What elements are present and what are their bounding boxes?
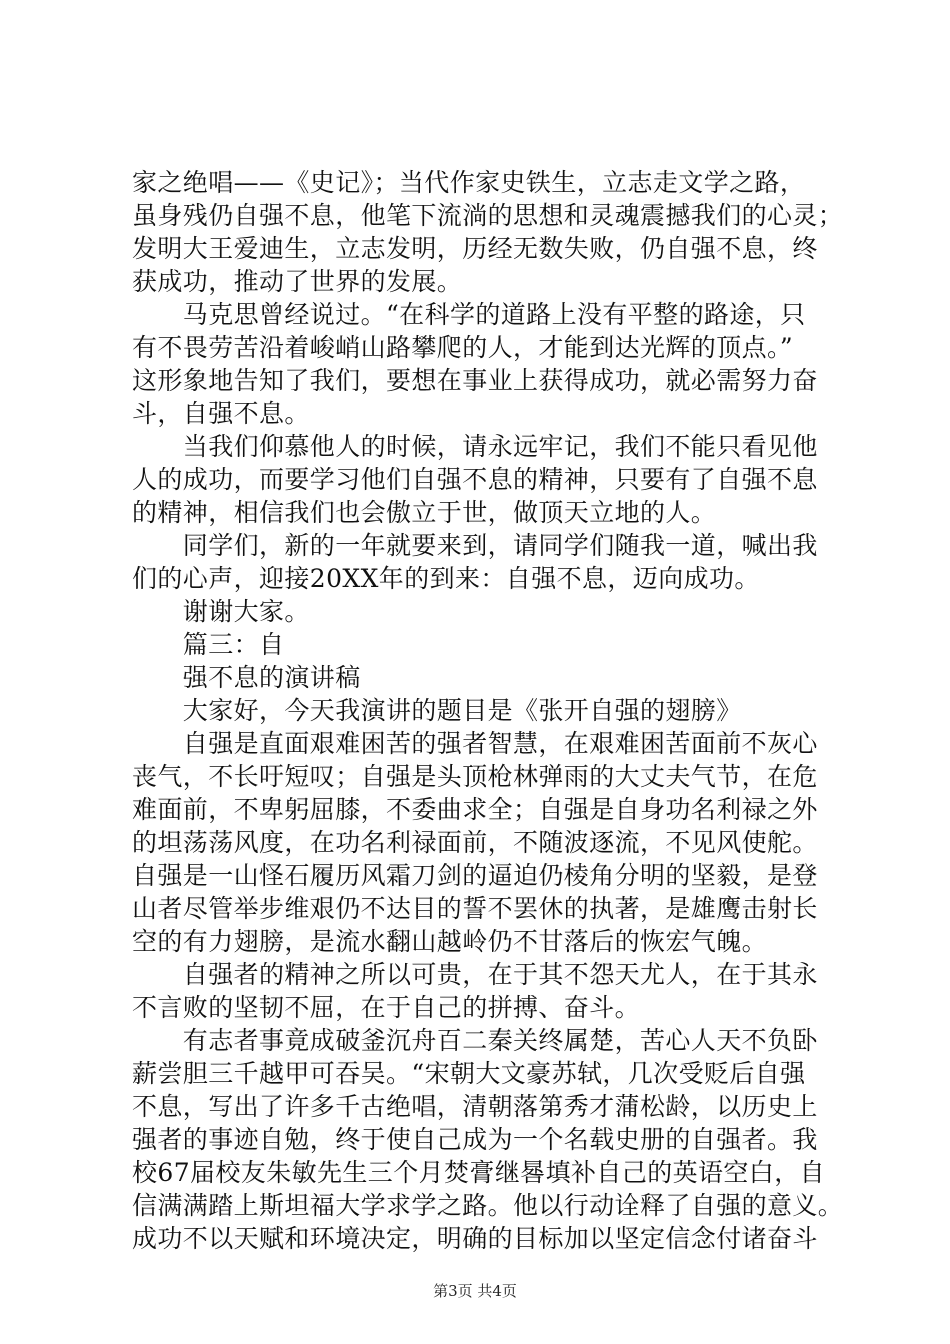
text-line: 谢谢大家。	[132, 597, 310, 626]
text-line: 自强是一山怪石履历风霜刀剑的逼迫仍棱角分明的坚毅，是登	[132, 861, 818, 890]
text-line: 不言败的坚韧不屈，在于自己的拼搏、奋斗。	[132, 993, 641, 1022]
text-line: 马克思曾经说过。“在科学的道路上没有平整的路途，只	[132, 300, 806, 329]
text-line: 大家好，今天我演讲的题目是《张开自强的翅膀》	[132, 696, 742, 725]
text-line: 丧气，不长吁短叹；自强是头顶枪林弹雨的大丈夫气节，在危	[132, 762, 818, 791]
page-number: 第3页 共4页	[433, 1282, 517, 1300]
document-body	[132, 166, 844, 1255]
text-line: 斗，自强不息。	[132, 399, 310, 428]
text-line: 难面前，不卑躬屈膝，不委曲求全；自强是自身功名利禄之外	[132, 795, 818, 824]
text-line: 家之绝唱——《史记》；当代作家史铁生，立志走文学之路，	[132, 168, 806, 197]
text-line: 有不畏劳苦沿着峻峭山路攀爬的人，才能到达光辉的顶点。”	[132, 333, 794, 362]
text-line: 强不息的演讲稿	[132, 663, 361, 692]
text-line: 信满满踏上斯坦福大学求学之路。他以行动诠释了自强的意义。	[132, 1191, 844, 1220]
text-line: 校67届校友朱敏先生三个月焚膏继晷填补自己的英语空白，自	[132, 1158, 826, 1187]
text-line: 不息，写出了许多千古绝唱，清朝落第秀才蒲松龄，以历史上	[132, 1092, 818, 1121]
text-line: 虽身残仍自强不息，他笔下流淌的思想和灵魂震撼我们的心灵；	[132, 201, 844, 230]
text-line: 自强者的精神之所以可贵，在于其不怨天尤人，在于其永	[132, 960, 818, 989]
text-line: 当我们仰慕他人的时候，请永远牢记，我们不能只看见他	[132, 432, 818, 461]
text-line: 这形象地告知了我们，要想在事业上获得成功，就必需努力奋	[132, 366, 818, 395]
text-line: 同学们，新的一年就要来到，请同学们随我一道，喊出我	[132, 531, 818, 560]
text-line: 有志者事竟成破釜沉舟百二秦关终属楚，苦心人天不负卧	[132, 1026, 818, 1055]
text-line: 薪尝胆三千越甲可吞吴。“宋朝大文豪苏轼，几次受贬后自强	[132, 1059, 806, 1088]
text-line: 们的心声，迎接20XX年的到来：自强不息，迈向成功。	[132, 564, 760, 593]
text-line: 山者尽管举步维艰仍不达目的誓不罢休的执著，是雄鹰击射长	[132, 894, 818, 923]
text-line: 的坦荡荡风度，在功名利禄面前，不随波逐流，不见风使舵。	[132, 828, 818, 857]
text-line: 自强是直面艰难困苦的强者智慧，在艰难困苦面前不灰心	[132, 729, 818, 758]
text-line: 空的有力翅膀，是流水翻山越岭仍不甘落后的恢宏气魄。	[132, 927, 768, 956]
page-footer	[0, 1281, 950, 1301]
text-line: 人的成功，而要学习他们自强不息的精神，只要有了自强不息	[132, 465, 818, 494]
text-line: 发明大王爱迪生，立志发明，历经无数失败，仍自强不息，终	[132, 234, 818, 263]
text-line: 获成功，推动了世界的发展。	[132, 267, 463, 296]
text-line: 强者的事迹自勉，终于使自己成为一个名载史册的自强者。我	[132, 1125, 818, 1154]
text-line: 的精神，相信我们也会傲立于世，做顶天立地的人。	[132, 498, 717, 527]
text-line: 篇三：自	[132, 630, 285, 659]
text-line: 成功不以天赋和环境决定，明确的目标加以坚定信念付诸奋斗	[132, 1224, 818, 1253]
